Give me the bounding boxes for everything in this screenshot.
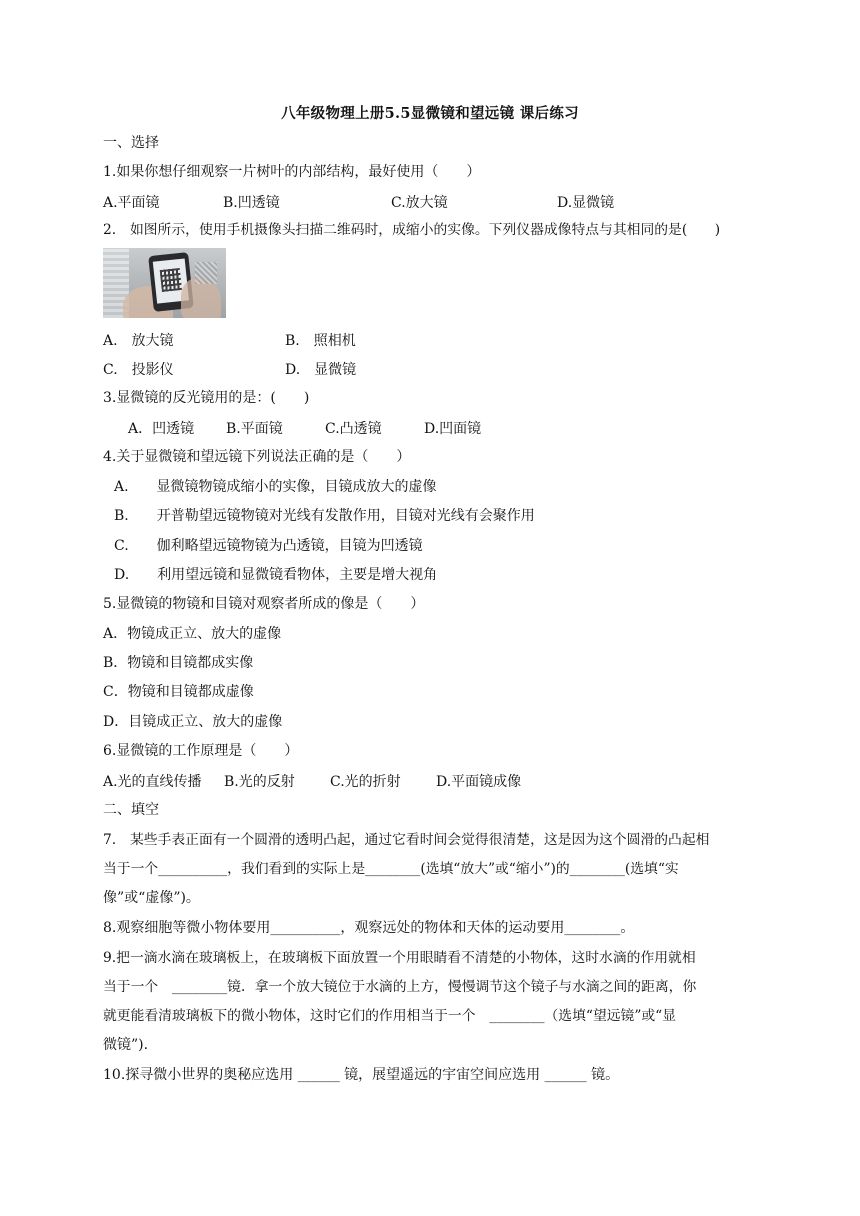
option-b: B. 照相机 [285,333,356,349]
page-title: 八年级物理上册5.5显微镜和望远镜 课后练习 [281,105,579,122]
question-7-line-2: 当于一个__________，我们看到的实际上是________(选填“放大”或“缩小”)的________(选填“实 [103,861,679,877]
option-c: C.凸透镜 [325,421,382,437]
question-4-option-c: C. 伽利略望远镜物镜为凸透镜，目镜为凹透镜 [114,538,423,554]
question-7-line-1: 7. 某些手表正面有一个圆滑的透明凸起，通过它看时间会觉得很清楚，这是因为这个圆滑的凸起相 [103,832,710,848]
question-3-stem: 3.显微镜的反光镜用的是：( ) [103,390,310,406]
option-d: D.凹面镜 [424,421,482,437]
option-a: A.光的直线传播 [103,774,202,790]
question-1-stem: 1.如果你想仔细观察一片树叶的内部结构，最好使用（ ） [103,164,481,180]
question-5-option-a: A．物镜成正立、放大的虚像 [103,626,282,642]
question-4-option-a: A. 显微镜物镜成缩小的实像，目镜成放大的虚像 [114,479,437,495]
option-b: B.凹透镜 [223,195,280,211]
question-6-stem: 6.显微镜的工作原理是（ ） [103,743,299,759]
option-d: D.平面镜成像 [436,774,522,790]
option-d: D.显微镜 [557,195,615,211]
question-9-line-4: 微镜”). [103,1037,149,1053]
option-a: A. 放大镜 [103,333,174,349]
option-b: B.光的反射 [224,774,295,790]
question-9-line-3: 就更能看清玻璃板下的微小物体，这时它们的作用相当于一个 ________（选填“望远镜”或“显 [103,1008,677,1024]
question-4-option-d: D. 利用望远镜和显微镜看物体，主要是增大视角 [114,567,438,583]
section-heading-fill: 二、填空 [103,802,159,818]
question-5-stem: 5.显微镜的物镜和目镜对观察者所成的像是（ ） [103,596,425,612]
question-9-line-2: 当于一个 ________镜．拿一个放大镜位于水滴的上方，慢慢调节这个镜子与水滴之间的距离，你 [103,979,697,995]
question-10: 10.探寻微小世界的奥秘应选用 ______ 镜，展望遥远的宇宙空间应选用 ______ 镜。 [103,1067,620,1083]
option-b: B.平面镜 [226,421,283,437]
qr-code-phone-photo [103,248,226,318]
question-7-line-3: 像”或“虚像”)。 [103,890,200,906]
question-2-stem: 2. 如图所示，使用手机摄像头扫描二维码时，成缩小的实像。下列仪器成像特点与其相同的是( ) [103,222,721,238]
option-a: A．凹透镜 [128,421,195,437]
option-c: C. 投影仪 [103,362,174,378]
question-4-option-b: B. 开普勒望远镜物镜对光线有发散作用，目镜对光线有会聚作用 [114,508,535,524]
question-5-option-b: B．物镜和目镜都成实像 [103,655,254,671]
question-5-option-d: D．目镜成正立、放大的虚像 [103,714,283,730]
question-8: 8.观察细胞等微小物体要用__________，观察远处的物体和天体的运动要用________。 [103,920,635,936]
option-a: A.平面镜 [103,195,160,211]
option-d: D. 显微镜 [285,362,357,378]
option-c: C.放大镜 [391,195,448,211]
question-4-stem: 4.关于显微镜和望远镜下列说法正确的是（ ） [103,449,411,465]
question-5-option-c: C．物镜和目镜都成虚像 [103,684,254,700]
option-c: C.光的折射 [330,774,401,790]
section-heading-choice: 一、选择 [103,135,159,151]
question-9-line-1: 9.把一滴水滴在玻璃板上，在玻璃板下面放置一个用眼睛看不清楚的小物体，这时水滴的作用就相 [103,950,696,966]
